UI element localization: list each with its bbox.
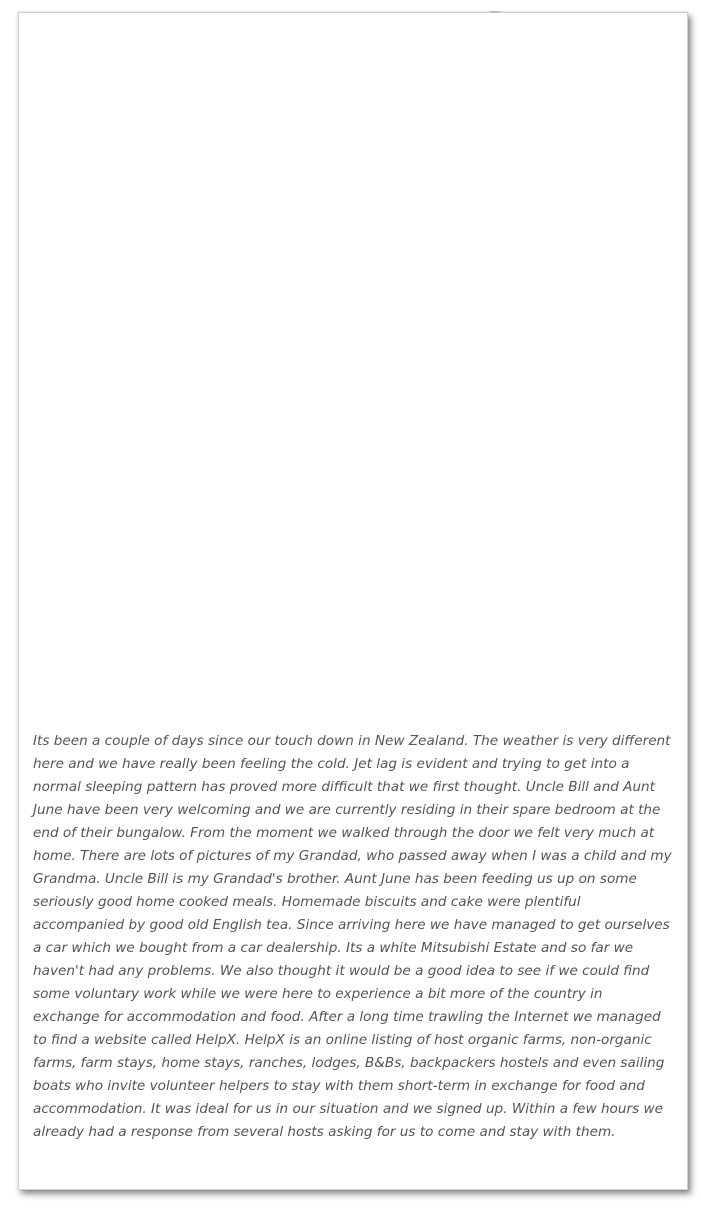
blank-photo-area — [19, 13, 687, 713]
journal-entry-text: Its been a couple of days since our touch down in New Zealand. The weather is very different here and we have really been feeling the cold. Jet lag is evident and trying to get into a normal sleeping pattern has proved more difficult that we first thought. Uncle Bill and Aunt June have been very welcoming and we are currently residing in their spare bedroom at the end of their bungalow. From the moment we walked through the door we felt very much at home. There are lots of pictures of my Grandad, who passed away when I was a child and my Grandma. Uncle Bill is my Grandad's brother. Aunt June has been feeding us up on some seriously good home cooked meals. Homemade biscuits and cake were plentiful accompanied by good old English tea. Since arriving here we have managed to get ourselves a car which we bought from a car dealership. Its a white Mitsubishi Estate and so far we haven't had any problems. We also thought it would be a good idea to see if we could find some voluntary work while we were here to experience a bit more of the country in exchange for accommodation and food. After a long time trawling the Internet we managed to find a website called HelpX. HelpX is an online listing of host organic farms, non-organic farms, farm stays, home stays, ranches, lodges, B&Bs, backpackers hostels and even sailing boats who invite volunteer helpers to stay with them short-term in exchange for food and accommodation. It was ideal for us in our situation and we signed up. Within a few hours we already had a response from several hosts asking for us to come and stay with them. — [33, 733, 672, 1140]
paper-sheet — [18, 12, 688, 1190]
